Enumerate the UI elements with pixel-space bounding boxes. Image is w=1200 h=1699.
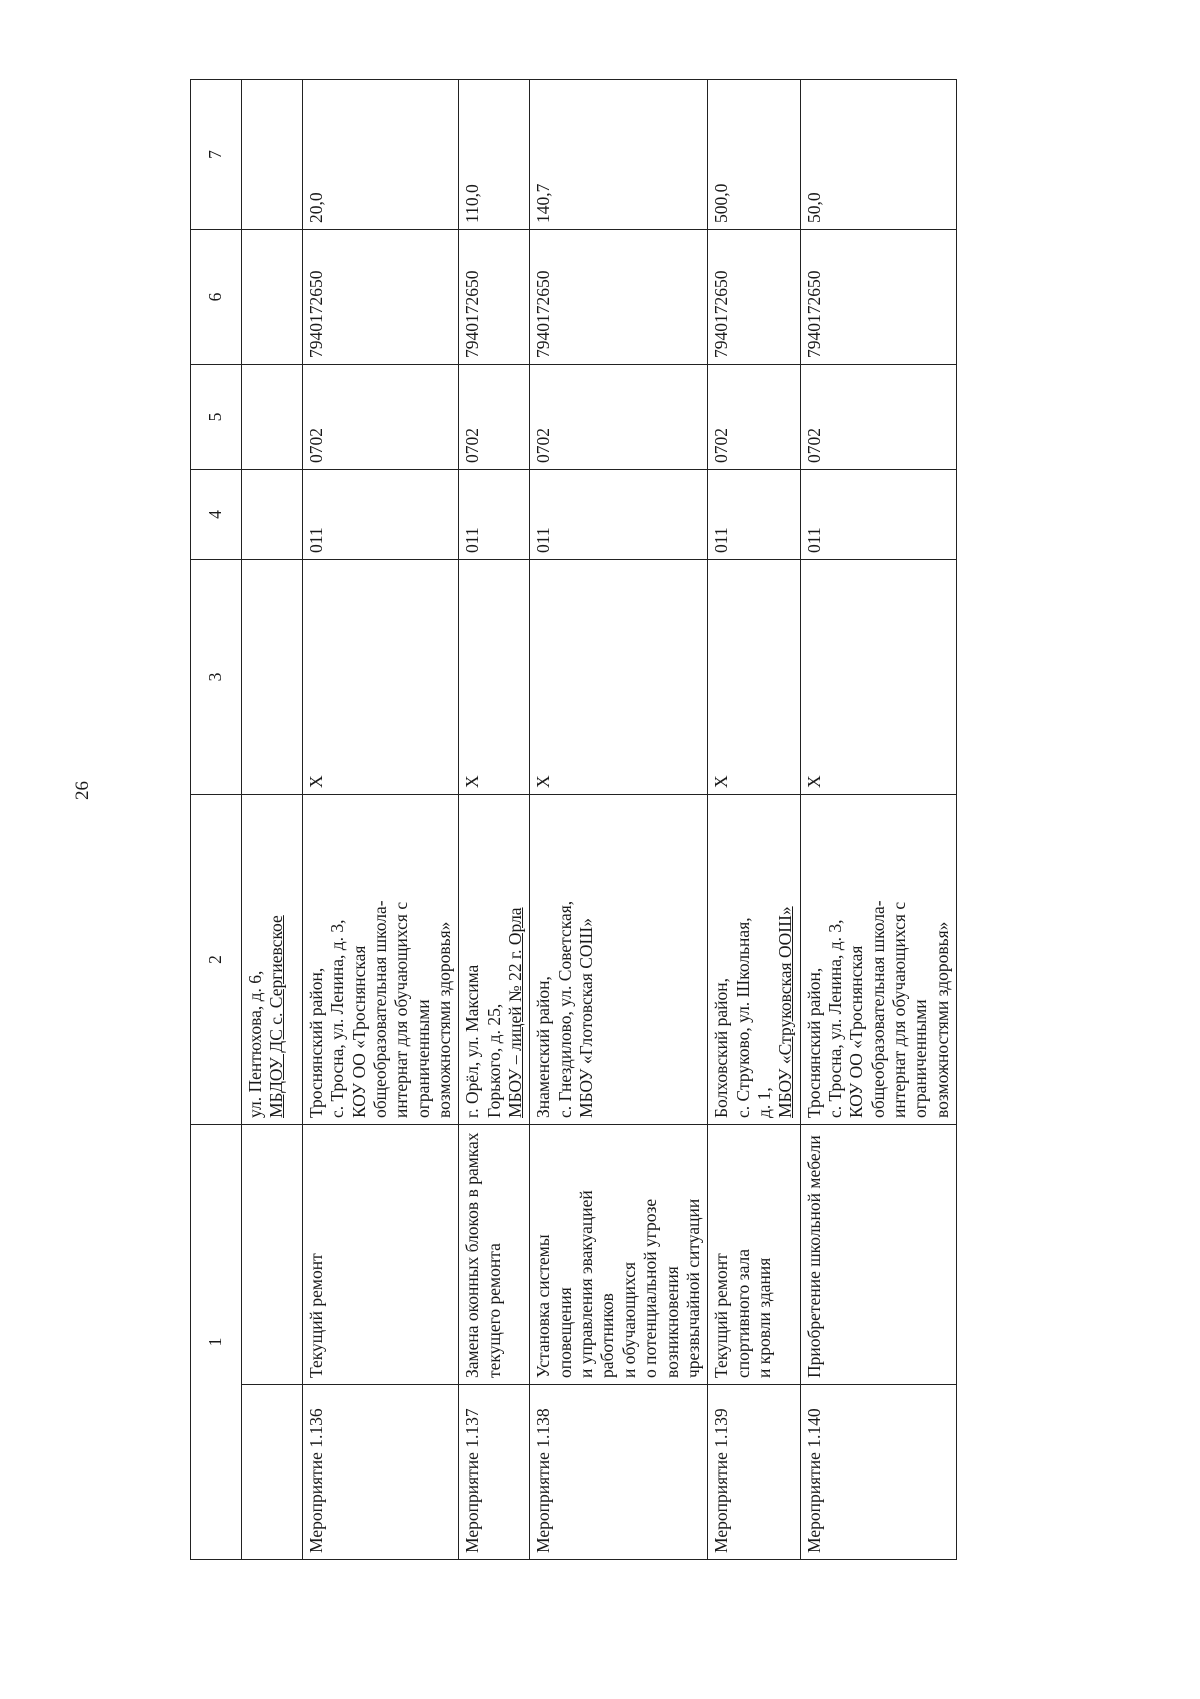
table-cell (242, 80, 303, 230)
table-row (530, 80, 708, 1560)
table-cell (242, 560, 303, 795)
table-row (303, 80, 459, 1560)
table-cell (242, 1385, 303, 1560)
col7-cell: 50,0 (800, 80, 956, 230)
col3-cell: Х (708, 560, 800, 795)
col3-cell: Х (530, 560, 708, 795)
event-address: Троснянский район, с. Тросна, ул. Ленина, д. 3, КОУ ОО «Троснянская общеобразовательная школа- интернат для обучающихся с ограниченными возможностями здоровья» (303, 795, 459, 1125)
event-address: Троснянский район, с. Тросна, ул. Ленина, д. 3, КОУ ОО «Троснянская общеобразовательная школа- интернат для обучающихся с ограниченными возможностями здоровья» (800, 795, 956, 1125)
rotated-table-container (190, 80, 1070, 1560)
event-id: Мероприятие 1.136 (303, 1385, 459, 1560)
table-cell (242, 1125, 303, 1385)
col3-cell: Х (800, 560, 956, 795)
col4-cell: 011 (459, 470, 530, 560)
header-col-4: 4 (191, 470, 242, 560)
table-row (800, 80, 956, 1560)
table-cell (242, 470, 303, 560)
col7-cell: 140,7 (530, 80, 708, 230)
col3-cell: Х (303, 560, 459, 795)
continuation-row (242, 80, 303, 1560)
header-col-3: 3 (191, 560, 242, 795)
col6-cell: 7940172650 (530, 230, 708, 365)
event-id: Мероприятие 1.139 (708, 1385, 800, 1560)
col5-cell: 0702 (530, 365, 708, 470)
header-row (191, 80, 242, 1560)
col4-cell: 011 (530, 470, 708, 560)
event-name: Приобретение школьной мебели (800, 1125, 956, 1385)
event-address: г. Орёл, ул. Максима Горького, д. 25, МБОУ – лицей № 22 г. Орла (459, 795, 530, 1125)
col7-cell: 500,0 (708, 80, 800, 230)
event-address: Знаменский район, с. Гнездилово, ул. Советская, МБОУ «Глотовская СОШ» (530, 795, 708, 1125)
table-row (708, 80, 800, 1560)
col6-cell: 7940172650 (303, 230, 459, 365)
col5-cell: 0702 (459, 365, 530, 470)
table-row (459, 80, 530, 1560)
header-col-6: 6 (191, 230, 242, 365)
header-col-7: 7 (191, 80, 242, 230)
event-id: Мероприятие 1.140 (800, 1385, 956, 1560)
header-col-5: 5 (191, 365, 242, 470)
events-table (190, 79, 957, 1560)
page-number: 26 (72, 781, 93, 800)
col5-cell: 0702 (708, 365, 800, 470)
col4-cell: 011 (800, 470, 956, 560)
event-name: Текущий ремонт (303, 1125, 459, 1385)
table-cell (242, 230, 303, 365)
header-col-1: 1 (191, 1125, 242, 1560)
col6-cell: 7940172650 (708, 230, 800, 365)
col4-cell: 011 (708, 470, 800, 560)
continuation-address: ул. Пентюхова, д. 6, МБДОУ ДС с. Сергиевское (242, 795, 303, 1125)
col6-cell: 7940172650 (459, 230, 530, 365)
col3-cell: Х (459, 560, 530, 795)
col5-cell: 0702 (303, 365, 459, 470)
event-id: Мероприятие 1.138 (530, 1385, 708, 1560)
event-id: Мероприятие 1.137 (459, 1385, 530, 1560)
event-name: Установка системы оповещения и управления эвакуацией работников и обучающихся о потенциальной угрозе возникновения чрезвычайной ситуации (530, 1125, 708, 1385)
header-col-2: 2 (191, 795, 242, 1125)
col7-cell: 110,0 (459, 80, 530, 230)
table-cell (242, 365, 303, 470)
col4-cell: 011 (303, 470, 459, 560)
event-name: Замена оконных блоков в рамках текущего ремонта (459, 1125, 530, 1385)
col7-cell: 20,0 (303, 80, 459, 230)
col5-cell: 0702 (800, 365, 956, 470)
event-name: Текущий ремонт спортивного зала и кровли здания (708, 1125, 800, 1385)
col6-cell: 7940172650 (800, 230, 956, 365)
event-address: Болховский район, с. Струково, ул. Школьная, д. 1, МБОУ «Струковская ООШ» (708, 795, 800, 1125)
